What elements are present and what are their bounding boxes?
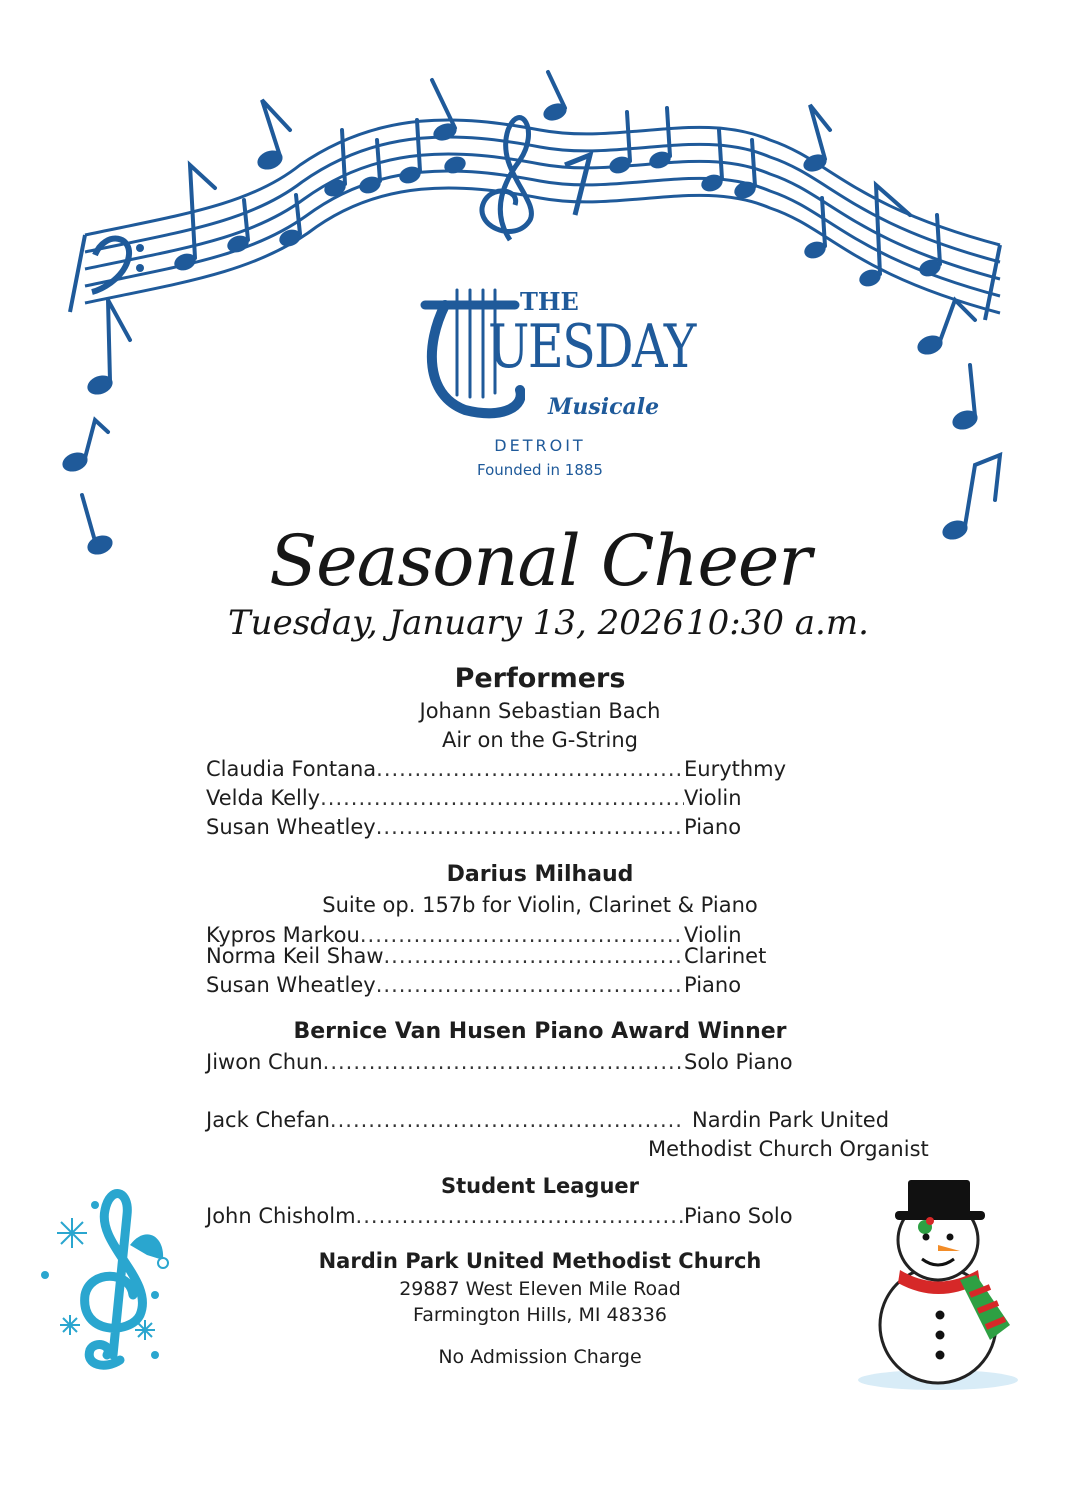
composer-bach: Johann Sebastian Bach [419, 699, 661, 723]
venue-name: Nardin Park United Methodist Church [318, 1249, 762, 1273]
piece-milhaud: Suite op. 157b for Violin, Clarinet & Piano [322, 893, 758, 917]
piece-bach: Air on the G-String [441, 728, 638, 752]
performer-name: Claudia Fontana [206, 757, 377, 781]
logo-name: UESDAY [488, 312, 695, 382]
performer-row [206, 784, 946, 812]
performer-row [206, 1202, 946, 1230]
logo-founded: Founded in 1885 [477, 461, 603, 479]
award-heading: Bernice Van Husen Piano Award Winner [293, 1019, 787, 1044]
snowman-icon [850, 1175, 1025, 1395]
performer-role: Piano [684, 815, 742, 839]
performer-row [206, 755, 946, 783]
performer-name: Norma Keil Shaw [206, 944, 384, 968]
performer-name: Velda Kelly [206, 786, 321, 810]
performer-row [206, 942, 946, 970]
performers-heading: Performers [454, 663, 626, 694]
performer-role: Piano [684, 973, 742, 997]
performer-name: Kypros Markou [206, 923, 360, 947]
performer-name: Jack Chefan [206, 1108, 330, 1132]
performer-role: Solo Piano [684, 1050, 793, 1074]
performer-role: Clarinet [684, 944, 767, 968]
event-date: Tuesday, January 13, 2026 [228, 603, 685, 643]
venue-address2: Farmington Hills, MI 48336 [413, 1304, 667, 1326]
performer-role: Violin [684, 923, 742, 947]
composer-milhaud: Darius Milhaud [446, 862, 634, 887]
performer-name: John Chisholm [206, 1204, 356, 1228]
performer-row [206, 1048, 946, 1076]
event-time: 10:30 a.m. [686, 603, 869, 643]
performer-role-line2: Methodist Church Organist [648, 1137, 929, 1161]
venue-address1: 29887 West Eleven Mile Road [399, 1278, 681, 1300]
performer-row [206, 971, 946, 999]
performer-name: Susan Wheatley [206, 973, 376, 997]
logo-city: DETROIT [494, 436, 586, 455]
performer-name: Susan Wheatley [206, 815, 376, 839]
logo-sub: Musicale [548, 394, 660, 420]
event-title: Seasonal Cheer [269, 520, 811, 602]
student-heading: Student Leaguer [440, 1174, 640, 1198]
logo-the: THE [520, 287, 579, 316]
performer-name: Jiwon Chun [206, 1050, 323, 1074]
performer-row [206, 813, 946, 841]
performer-role: Violin [684, 786, 742, 810]
performer-role: Piano Solo [684, 1204, 793, 1228]
performer-role: Nardin Park United [692, 1108, 890, 1132]
performer-row [206, 1106, 946, 1134]
admission-note: No Admission Charge [438, 1346, 642, 1368]
treble-clef-snowflake-icon [35, 1185, 170, 1375]
performer-role: Eurythmy [684, 757, 787, 781]
